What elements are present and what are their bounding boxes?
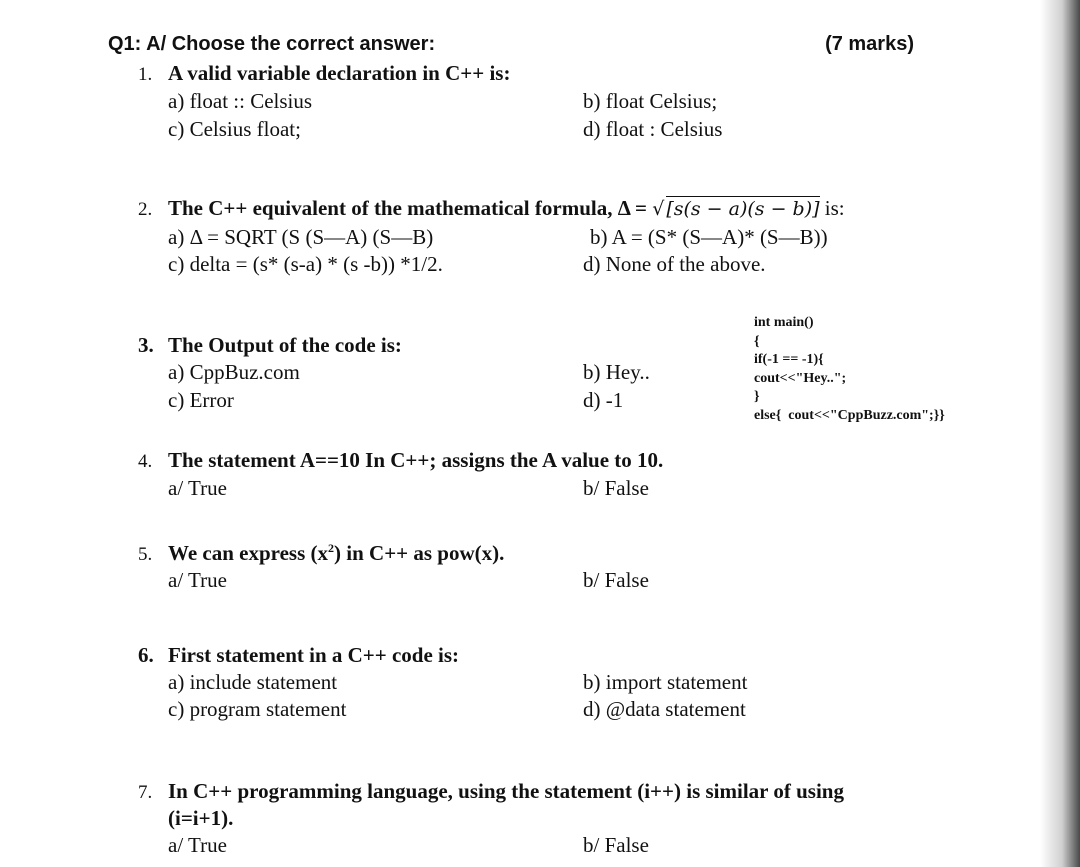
code-line: int main() bbox=[754, 315, 814, 330]
question-stem: The Output of the code is: bbox=[168, 333, 402, 357]
page-edge-shadow bbox=[1040, 0, 1080, 867]
option-d: d) -1 bbox=[583, 388, 624, 412]
question-stem-tail: is: bbox=[819, 196, 845, 220]
question-4 bbox=[138, 448, 663, 473]
option-a: a/ True bbox=[168, 568, 227, 592]
question-3 bbox=[138, 333, 402, 358]
option-a: a) Δ = SQRT (S (S—A) (S—B) bbox=[168, 225, 434, 249]
question-stem: We can express (x bbox=[168, 541, 329, 565]
code-line: if(-1 == -1){ bbox=[754, 352, 824, 367]
option-b: b/ False bbox=[583, 476, 649, 500]
question-stem-continued: (i=i+1). bbox=[168, 806, 234, 830]
question-number: 7. bbox=[138, 782, 153, 803]
option-b: b/ False bbox=[583, 568, 649, 592]
question-number: 2. bbox=[138, 199, 153, 220]
sqrt-formula: √ [s(s − a)(s − b)] bbox=[652, 198, 820, 220]
option-c: c) Celsius float; bbox=[168, 117, 301, 141]
question-stem: The statement A==10 In C++; assigns the A value to 10. bbox=[168, 448, 664, 472]
question-stem: First statement in a C++ code is: bbox=[168, 643, 460, 667]
option-a: a) float :: Celsius bbox=[168, 89, 313, 113]
formula-radicand: [s(s − a)(s − b)] bbox=[666, 198, 820, 220]
question-number: 6. bbox=[138, 643, 154, 667]
question-stem-tail: ) in C++ as pow(x). bbox=[334, 541, 505, 565]
option-a: a/ True bbox=[168, 476, 227, 500]
marks-label: (7 marks) bbox=[825, 33, 914, 55]
code-line: { bbox=[754, 333, 760, 349]
question-number: 3. bbox=[138, 333, 154, 357]
option-a: a) CppBuz.com bbox=[168, 360, 300, 384]
question-6 bbox=[138, 643, 459, 668]
exam-header bbox=[108, 33, 914, 56]
question-5 bbox=[138, 541, 504, 566]
code-line: else{ cout<<"CppBuzz.com";}} bbox=[754, 407, 945, 423]
option-b: b) float Celsius; bbox=[583, 89, 718, 113]
code-snippet bbox=[754, 314, 945, 425]
question-number: 1. bbox=[138, 64, 153, 85]
question-number: 4. bbox=[138, 451, 153, 472]
option-d: d) float : Celsius bbox=[583, 117, 723, 141]
code-line: } bbox=[754, 389, 760, 404]
superscript: 2 bbox=[328, 541, 335, 555]
question-1 bbox=[138, 61, 510, 86]
option-d: d) @data statement bbox=[583, 697, 746, 721]
option-a: a) include statement bbox=[168, 670, 338, 694]
question-stem: A valid variable declaration in C++ is: bbox=[168, 61, 511, 85]
option-b: b/ False bbox=[583, 833, 649, 857]
question-7 bbox=[138, 779, 844, 804]
option-c: c) delta = (s* (s-a) * (s -b)) *1/2. bbox=[168, 252, 443, 276]
option-c: c) program statement bbox=[168, 697, 347, 721]
code-line: cout<<"Hey.."; bbox=[754, 370, 847, 386]
option-d: d) None of the above. bbox=[583, 252, 766, 276]
question-2 bbox=[138, 196, 845, 221]
option-c: c) Error bbox=[168, 388, 234, 412]
option-b: b) A = (S* (S—A)* (S—B)) bbox=[590, 225, 828, 249]
question-stem: The C++ equivalent of the mathematical formula, Δ = bbox=[168, 196, 653, 220]
section-title: Q1: A/ Choose the correct answer: bbox=[108, 33, 436, 55]
question-number: 5. bbox=[138, 544, 153, 565]
option-a: a/ True bbox=[168, 833, 227, 857]
option-b: b) Hey.. bbox=[583, 360, 650, 384]
option-b: b) import statement bbox=[583, 670, 748, 694]
question-stem: In C++ programming language, using the statement (i++) is similar of using bbox=[168, 779, 844, 803]
